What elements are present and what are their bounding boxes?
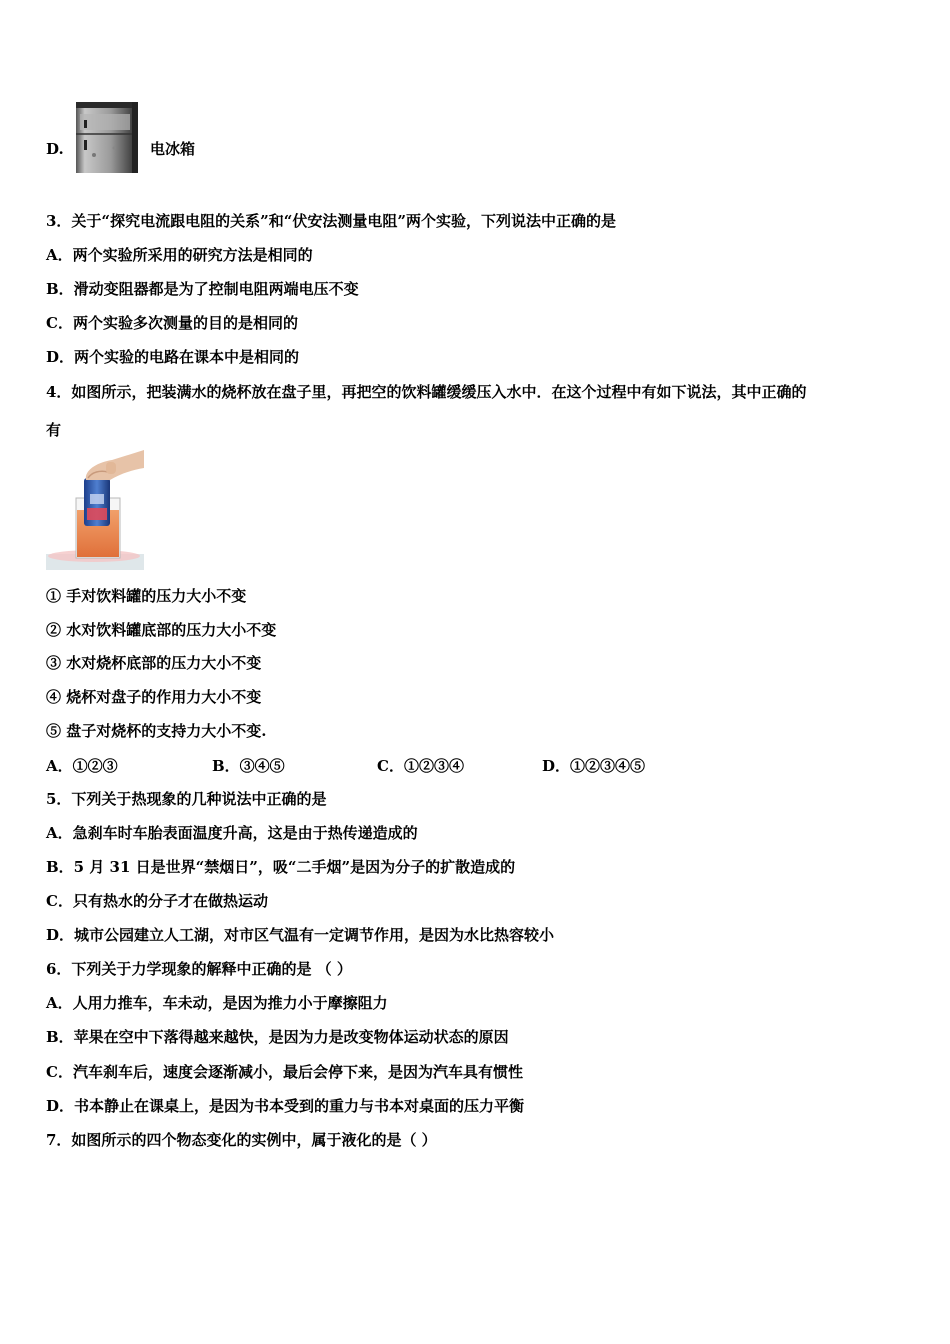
q5-option-c: C．只有热水的分子才在做热运动 [46, 892, 268, 910]
q3-option-c: C．两个实验多次测量的目的是相同的 [46, 314, 298, 332]
q4-options [46, 756, 746, 776]
q6-option-d: D．书本静止在课桌上，是因为书本受到的重力与书本对桌面的压力平衡 [46, 1097, 525, 1115]
q6-stem: 6．下列关于力学现象的解释中正确的是 （ ） [46, 960, 352, 978]
q4-stem-line2: 有 [46, 421, 62, 439]
q4-statement-4: ④ 烧杯对盘子的作用力大小不变 [46, 688, 262, 706]
q4-option-b: B．③④⑤ [212, 757, 285, 775]
q3-option-a: A．两个实验所采用的研究方法是相同的 [46, 246, 313, 264]
q4-option-d: D．①②③④⑤ [542, 757, 646, 775]
q4-statement-1: ① 手对饮料罐的压力大小不变 [46, 587, 247, 605]
q4-statement-3: ③ 水对烧杯底部的压力大小不变 [46, 654, 262, 672]
refrigerator-icon [74, 100, 140, 175]
q2-option-d-label: 电冰箱 [150, 140, 196, 158]
q2-option-d-letter: D. [46, 140, 64, 158]
q3-option-d: D．两个实验的电路在课本中是相同的 [46, 348, 300, 366]
q4-statement-5: ⑤ 盘子对烧杯的支持力大小不变. [46, 722, 267, 740]
q7-stem: 7．如图所示的四个物态变化的实例中，属于液化的是（ ） [46, 1131, 437, 1149]
q4-statement-2: ② 水对饮料罐底部的压力大小不变 [46, 621, 277, 639]
q6-option-a: A．人用力推车，车未动，是因为推力小于摩擦阻力 [46, 994, 388, 1012]
q5-option-a: A．急刹车时车胎表面温度升高，这是由于热传递造成的 [46, 824, 418, 842]
q5-option-d: D．城市公园建立人工湖，对市区气温有一定调节作用，是因为水比热容较小 [46, 926, 555, 944]
q4-option-c: C．①②③④ [377, 757, 464, 775]
beaker-with-can-icon [46, 450, 144, 570]
q6-option-c: C．汽车刹车后，速度会逐渐减小，最后会停下来，是因为汽车具有惯性 [46, 1063, 523, 1081]
q4-option-a: A．①②③ [46, 757, 118, 775]
q3-stem: 3．关于“探究电流跟电阻的关系”和“伏安法测量电阻”两个实验，下列说法中正确的是 [46, 212, 616, 230]
q3-option-b: B．滑动变阻器都是为了控制电阻两端电压不变 [46, 280, 359, 298]
q5-option-b: B．5 月 31 日是世界“禁烟日”，吸“二手烟”是因为分子的扩散造成的 [46, 858, 516, 876]
q4-stem-line1: 4．如图所示，把装满水的烧杯放在盘子里，再把空的饮料罐缓缓压入水中．在这个过程中有如下说法，其中正确的 [46, 383, 807, 401]
q6-option-b: B．苹果在空中下落得越来越快，是因为力是改变物体运动状态的原因 [46, 1028, 509, 1046]
q5-stem: 5．下列关于热现象的几种说法中正确的是 [46, 790, 327, 808]
